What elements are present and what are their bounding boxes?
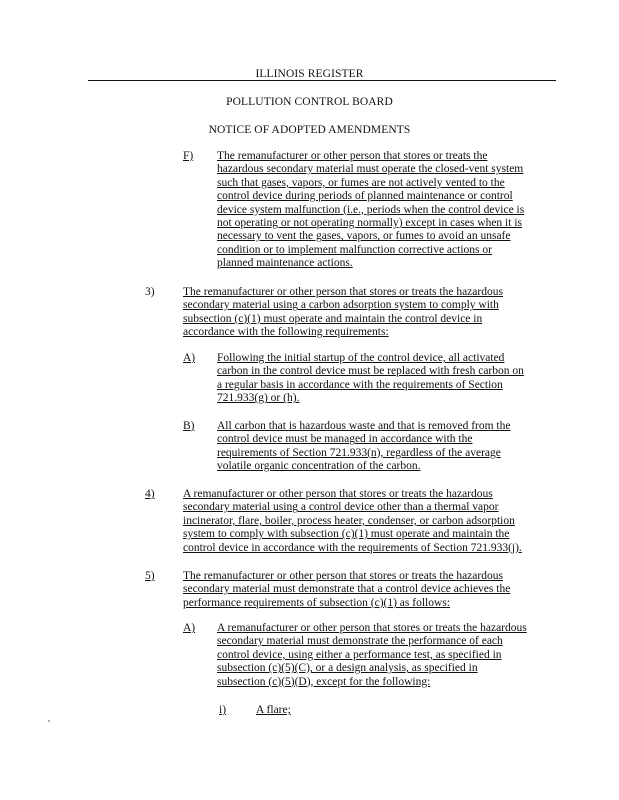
text-line: not operating or not operating normally) except in cases when it is bbox=[217, 217, 522, 230]
item-label-F: F) bbox=[183, 150, 194, 162]
item-text-5Ai bbox=[256, 704, 376, 717]
text-line: The remanufacturer or other person that stores or treats the hazardous bbox=[183, 286, 503, 298]
text-line: planned maintenance actions. bbox=[217, 257, 353, 270]
text-line: control device during periods of planned maintenance or control bbox=[217, 190, 513, 203]
text-line: The remanufacturer or other person that stores or treats the bbox=[217, 150, 488, 162]
header-rule bbox=[88, 80, 556, 81]
notice-title: NOTICE OF ADOPTED AMENDMENTS bbox=[208, 124, 411, 136]
item-label-5: 5) bbox=[145, 570, 155, 582]
item-label-3B: B) bbox=[183, 420, 195, 432]
text-line: A remanufacturer or other person that stores or treats the hazardous bbox=[217, 622, 527, 634]
text-line: 721.933(g) or (h). bbox=[217, 392, 300, 405]
item-text-3 bbox=[183, 286, 553, 340]
item-label-5A: A) bbox=[183, 622, 196, 634]
text-line: A remanufacturer or other person that stores or treats the hazardous bbox=[183, 488, 493, 500]
text-line: secondary material using a carbon adsorption system to comply with bbox=[183, 299, 499, 312]
item-text-5 bbox=[183, 570, 553, 610]
text-line: carbon in the control device must be replaced with fresh carbon on bbox=[217, 365, 524, 378]
text-line: secondary material using a control device other than a thermal vapor bbox=[183, 501, 499, 514]
text-line: subsection (c)(5)(D), except for the following: bbox=[217, 675, 431, 688]
text-line: device system malfunction (i.e., periods when the control device is bbox=[217, 203, 525, 216]
text-line: volatile organic concentration of the carbon. bbox=[217, 460, 421, 473]
text-line: performance requirements of subsection (c)(1) as follows: bbox=[183, 596, 450, 609]
text-line: secondary material must demonstrate that a control device achieves the bbox=[183, 583, 511, 596]
text-line: requirements of Section 721.933(n), regardless of the average bbox=[217, 446, 501, 459]
text-line: a regular basis in accordance with the requirements of Section bbox=[217, 378, 503, 391]
item-label-3A: A) bbox=[183, 352, 196, 364]
text-line: such that gases, vapors, or fumes are not actively vented to the bbox=[217, 176, 505, 189]
text-line: condition or to implement malfunction corrective actions or bbox=[217, 243, 492, 256]
item-text-F bbox=[217, 150, 547, 271]
item-label-3: 3) bbox=[145, 286, 155, 298]
text-line: incinerator, flare, boiler, process heater, condenser, or carbon adsorption bbox=[183, 514, 515, 527]
item-text-3A bbox=[217, 352, 552, 406]
text-line: necessary to vent the gases, vapors, or fumes to avoid an unsafe bbox=[217, 230, 511, 243]
text-line: The remanufacturer or other person that stores or treats the hazardous bbox=[183, 570, 503, 582]
item-label-5Ai: i) bbox=[219, 704, 227, 716]
item-text-4 bbox=[183, 488, 553, 555]
board-title: POLLUTION CONTROL BOARD bbox=[226, 96, 393, 108]
text-line: control device must be managed in accordance with the bbox=[217, 433, 473, 446]
text-line: Following the initial startup of the control device, all activated bbox=[217, 352, 505, 364]
item-label-4: 4) bbox=[145, 488, 155, 500]
text-line: control device, using either a performance test, as specified in bbox=[217, 648, 502, 661]
register-title: ILLINOIS REGISTER bbox=[255, 68, 364, 80]
item-text-3B bbox=[217, 420, 552, 474]
text-line: subsection (c)(5)(C), or a design analysis, as specified in bbox=[217, 662, 478, 675]
text-line: secondary material must demonstrate the performance of each bbox=[217, 635, 503, 648]
item-text-5A bbox=[217, 622, 552, 689]
text-line: control device in accordance with the requirements of Section 721.933(j). bbox=[183, 541, 522, 554]
text-line: subsection (c)(1) must operate and maintain the control device in bbox=[183, 312, 483, 325]
text-line: A flare; bbox=[256, 704, 291, 716]
text-line: hazardous secondary material must operate the closed-vent system bbox=[217, 163, 524, 176]
text-line: All carbon that is hazardous waste and that is removed from the bbox=[217, 420, 511, 432]
scan-speck bbox=[48, 720, 50, 722]
text-line: accordance with the following requirements: bbox=[183, 326, 389, 339]
text-line: system to comply with subsection (c)(1) must operate and maintain the bbox=[183, 528, 510, 541]
